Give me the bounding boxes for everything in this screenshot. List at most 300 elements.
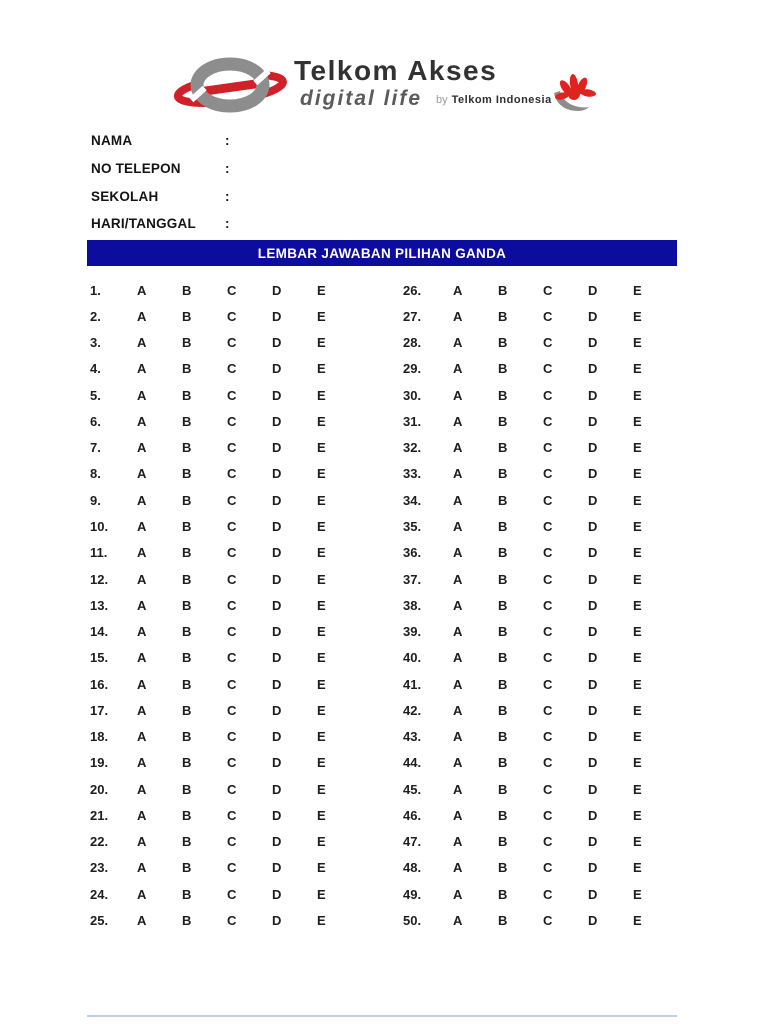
option-a: A — [453, 597, 463, 613]
option-c: C — [543, 545, 553, 561]
option-a: A — [137, 308, 147, 324]
option-e: E — [317, 624, 326, 640]
option-d: D — [272, 702, 282, 718]
option-a: A — [137, 755, 147, 771]
answer-row — [90, 645, 362, 671]
option-e: E — [633, 519, 642, 535]
option-e: E — [317, 308, 326, 324]
option-b: B — [182, 440, 192, 456]
option-e: E — [317, 755, 326, 771]
option-a: A — [453, 807, 463, 823]
option-a: A — [453, 282, 463, 298]
option-c: C — [227, 335, 237, 351]
option-a: A — [137, 702, 147, 718]
option-c: C — [227, 755, 237, 771]
option-d: D — [588, 676, 598, 692]
option-b: B — [498, 571, 508, 587]
option-d: D — [272, 807, 282, 823]
question-number: 7. — [90, 440, 101, 456]
option-c: C — [543, 308, 553, 324]
option-c: C — [227, 597, 237, 613]
option-a: A — [137, 361, 147, 377]
option-e: E — [317, 702, 326, 718]
option-b: B — [182, 361, 192, 377]
option-b: B — [182, 913, 192, 928]
answer-row — [90, 671, 362, 697]
option-e: E — [633, 834, 642, 850]
option-e: E — [633, 308, 642, 324]
option-c: C — [543, 440, 553, 456]
option-b: B — [498, 886, 508, 902]
option-b: B — [498, 624, 508, 640]
question-number: 49. — [403, 886, 422, 902]
answer-row — [403, 907, 678, 933]
option-c: C — [543, 834, 553, 850]
answer-row — [403, 671, 678, 697]
question-number: 18. — [90, 729, 109, 745]
option-c: C — [227, 650, 237, 666]
question-number: 46. — [403, 807, 422, 823]
option-b: B — [498, 913, 508, 928]
option-d: D — [272, 545, 282, 561]
question-number: 48. — [403, 860, 422, 876]
option-d: D — [272, 571, 282, 587]
tagline-text: digital life — [300, 87, 423, 110]
form-row-no-telepon — [91, 155, 240, 183]
option-b: B — [182, 702, 192, 718]
option-c: C — [227, 571, 237, 587]
form-colon: : — [225, 133, 230, 149]
answer-row — [90, 697, 362, 723]
question-number: 41. — [403, 676, 422, 692]
option-c: C — [543, 387, 553, 403]
option-d: D — [588, 624, 598, 640]
option-b: B — [182, 335, 192, 351]
option-c: C — [543, 282, 553, 298]
option-c: C — [227, 440, 237, 456]
question-number: 36. — [403, 545, 422, 561]
option-c: C — [543, 807, 553, 823]
option-d: D — [588, 913, 598, 928]
option-b: B — [182, 492, 192, 508]
option-e: E — [317, 466, 326, 482]
option-c: C — [543, 729, 553, 745]
option-d: D — [272, 308, 282, 324]
answer-row — [90, 277, 362, 303]
byline-company: Telkom Indonesia — [451, 94, 552, 106]
option-e: E — [633, 729, 642, 745]
option-b: B — [498, 282, 508, 298]
option-b: B — [498, 466, 508, 482]
option-c: C — [227, 361, 237, 377]
answer-row — [90, 566, 362, 592]
answer-row — [403, 566, 678, 592]
answer-row — [403, 540, 678, 566]
option-b: B — [182, 545, 192, 561]
question-number: 28. — [403, 335, 422, 351]
option-c: C — [543, 624, 553, 640]
option-a: A — [453, 519, 463, 535]
answer-row — [403, 303, 678, 329]
option-b: B — [498, 492, 508, 508]
option-a: A — [137, 571, 147, 587]
option-b: B — [498, 335, 508, 351]
option-e: E — [317, 834, 326, 850]
answer-row — [90, 724, 362, 750]
option-d: D — [588, 755, 598, 771]
option-e: E — [633, 387, 642, 403]
option-b: B — [182, 676, 192, 692]
option-a: A — [453, 387, 463, 403]
option-a: A — [137, 466, 147, 482]
option-b: B — [182, 886, 192, 902]
option-b: B — [498, 807, 508, 823]
option-c: C — [227, 781, 237, 797]
answer-row — [90, 750, 362, 776]
question-number: 24. — [90, 886, 109, 902]
option-c: C — [543, 650, 553, 666]
option-a: A — [453, 913, 463, 928]
option-d: D — [588, 466, 598, 482]
question-number: 40. — [403, 650, 422, 666]
answer-row — [403, 855, 678, 881]
option-e: E — [633, 886, 642, 902]
answer-row — [403, 618, 678, 644]
answer-row — [403, 487, 678, 513]
option-d: D — [272, 781, 282, 797]
option-e: E — [317, 860, 326, 876]
question-number: 34. — [403, 492, 422, 508]
option-d: D — [272, 597, 282, 613]
option-b: B — [182, 387, 192, 403]
option-d: D — [272, 913, 282, 928]
option-d: D — [272, 650, 282, 666]
option-d: D — [588, 860, 598, 876]
option-b: B — [498, 729, 508, 745]
answer-row — [90, 487, 362, 513]
question-number: 44. — [403, 755, 422, 771]
question-number: 35. — [403, 519, 422, 535]
question-number: 42. — [403, 702, 422, 718]
option-a: A — [137, 335, 147, 351]
option-c: C — [543, 676, 553, 692]
option-c: C — [227, 676, 237, 692]
answer-row — [403, 435, 678, 461]
option-d: D — [588, 781, 598, 797]
question-number: 14. — [90, 624, 109, 640]
option-b: B — [498, 755, 508, 771]
option-e: E — [633, 440, 642, 456]
option-e: E — [317, 492, 326, 508]
option-d: D — [588, 597, 598, 613]
question-number: 26. — [403, 282, 422, 298]
option-e: E — [317, 913, 326, 928]
option-a: A — [453, 781, 463, 797]
option-a: A — [137, 676, 147, 692]
answer-column-left — [90, 277, 362, 934]
option-a: A — [137, 886, 147, 902]
option-c: C — [543, 361, 553, 377]
option-b: B — [182, 807, 192, 823]
question-number: 25. — [90, 913, 109, 928]
question-number: 22. — [90, 834, 109, 850]
option-e: E — [633, 571, 642, 587]
form-label: NAMA — [91, 133, 133, 149]
sheet-title: LEMBAR JAWABAN PILIHAN GANDA — [257, 245, 507, 261]
option-a: A — [137, 729, 147, 745]
option-e: E — [317, 886, 326, 902]
byline-prefix: by — [436, 94, 448, 106]
option-e: E — [317, 282, 326, 298]
form-colon: : — [225, 161, 230, 177]
option-a: A — [137, 545, 147, 561]
option-c: C — [227, 886, 237, 902]
option-c: C — [227, 624, 237, 640]
option-d: D — [588, 492, 598, 508]
option-d: D — [588, 834, 598, 850]
option-c: C — [543, 413, 553, 429]
option-b: B — [498, 860, 508, 876]
option-a: A — [137, 650, 147, 666]
globe-ring-icon — [172, 52, 288, 120]
question-number: 47. — [403, 834, 422, 850]
option-e: E — [317, 676, 326, 692]
question-number: 6. — [90, 413, 101, 429]
option-a: A — [453, 466, 463, 482]
form-colon: : — [225, 216, 230, 232]
option-e: E — [633, 597, 642, 613]
option-c: C — [543, 335, 553, 351]
answer-row — [403, 750, 678, 776]
option-c: C — [227, 545, 237, 561]
option-d: D — [272, 519, 282, 535]
option-c: C — [543, 913, 553, 928]
option-d: D — [272, 834, 282, 850]
option-e: E — [633, 335, 642, 351]
option-d: D — [588, 361, 598, 377]
answer-row — [403, 592, 678, 618]
option-a: A — [453, 308, 463, 324]
question-number: 8. — [90, 466, 101, 482]
question-number: 5. — [90, 387, 101, 403]
option-a: A — [453, 860, 463, 876]
option-c: C — [227, 387, 237, 403]
answer-row — [403, 802, 678, 828]
answer-row — [403, 881, 678, 907]
form-label: NO TELEPON — [91, 161, 181, 177]
option-b: B — [182, 860, 192, 876]
page-bottom-rule — [87, 1015, 677, 1017]
option-b: B — [498, 361, 508, 377]
option-c: C — [227, 519, 237, 535]
option-b: B — [182, 650, 192, 666]
answer-row — [403, 697, 678, 723]
option-e: E — [633, 676, 642, 692]
option-b: B — [182, 755, 192, 771]
option-c: C — [543, 571, 553, 587]
option-a: A — [137, 913, 147, 928]
answer-row — [403, 829, 678, 855]
option-b: B — [182, 282, 192, 298]
answer-column-right — [403, 277, 678, 934]
question-number: 9. — [90, 492, 101, 508]
option-b: B — [182, 624, 192, 640]
option-e: E — [317, 545, 326, 561]
option-e: E — [317, 440, 326, 456]
option-d: D — [588, 440, 598, 456]
answer-row — [403, 382, 678, 408]
option-a: A — [137, 387, 147, 403]
option-c: C — [543, 781, 553, 797]
option-c: C — [543, 597, 553, 613]
option-a: A — [453, 886, 463, 902]
answer-row — [403, 330, 678, 356]
answer-row — [90, 540, 362, 566]
option-a: A — [137, 807, 147, 823]
question-number: 16. — [90, 676, 109, 692]
option-d: D — [272, 466, 282, 482]
option-b: B — [182, 308, 192, 324]
question-number: 4. — [90, 361, 101, 377]
option-e: E — [633, 807, 642, 823]
form-label: SEKOLAH — [91, 188, 159, 204]
answer-row — [90, 356, 362, 382]
option-c: C — [227, 729, 237, 745]
option-d: D — [588, 519, 598, 535]
option-a: A — [137, 413, 147, 429]
option-d: D — [588, 650, 598, 666]
option-c: C — [227, 702, 237, 718]
option-e: E — [633, 702, 642, 718]
option-c: C — [543, 492, 553, 508]
question-number: 1. — [90, 282, 101, 298]
option-b: B — [498, 702, 508, 718]
option-a: A — [453, 571, 463, 587]
option-a: A — [453, 361, 463, 377]
option-c: C — [543, 519, 553, 535]
option-b: B — [182, 834, 192, 850]
answer-row — [403, 776, 678, 802]
option-e: E — [633, 755, 642, 771]
answer-row — [90, 907, 362, 933]
answer-row — [403, 277, 678, 303]
option-d: D — [588, 282, 598, 298]
form-colon: : — [225, 188, 230, 204]
option-b: B — [498, 781, 508, 797]
option-e: E — [317, 519, 326, 535]
question-number: 20. — [90, 781, 109, 797]
option-e: E — [317, 571, 326, 587]
option-a: A — [453, 702, 463, 718]
option-c: C — [227, 413, 237, 429]
option-e: E — [633, 545, 642, 561]
option-a: A — [453, 729, 463, 745]
byline — [436, 94, 552, 106]
option-d: D — [272, 440, 282, 456]
option-d: D — [272, 335, 282, 351]
sheet-title-banner — [87, 240, 677, 266]
question-number: 17. — [90, 702, 109, 718]
option-e: E — [317, 361, 326, 377]
option-e: E — [317, 729, 326, 745]
answer-row — [90, 303, 362, 329]
answer-row — [90, 513, 362, 539]
question-number: 29. — [403, 361, 422, 377]
option-d: D — [272, 755, 282, 771]
option-e: E — [633, 781, 642, 797]
answer-row — [403, 645, 678, 671]
option-e: E — [633, 650, 642, 666]
option-c: C — [227, 492, 237, 508]
option-d: D — [272, 413, 282, 429]
option-a: A — [137, 519, 147, 535]
question-number: 33. — [403, 466, 422, 482]
option-e: E — [633, 361, 642, 377]
option-e: E — [633, 624, 642, 640]
option-e: E — [317, 807, 326, 823]
option-b: B — [498, 650, 508, 666]
option-a: A — [137, 282, 147, 298]
option-a: A — [137, 597, 147, 613]
option-b: B — [498, 676, 508, 692]
option-a: A — [453, 413, 463, 429]
answer-row — [90, 855, 362, 881]
option-a: A — [453, 650, 463, 666]
option-b: B — [182, 781, 192, 797]
option-a: A — [137, 860, 147, 876]
option-d: D — [272, 860, 282, 876]
option-c: C — [227, 860, 237, 876]
option-a: A — [137, 834, 147, 850]
option-c: C — [543, 702, 553, 718]
question-number: 32. — [403, 440, 422, 456]
option-d: D — [272, 624, 282, 640]
option-a: A — [453, 834, 463, 850]
option-e: E — [317, 413, 326, 429]
option-e: E — [633, 466, 642, 482]
option-c: C — [543, 860, 553, 876]
option-b: B — [498, 440, 508, 456]
question-number: 3. — [90, 335, 101, 351]
option-d: D — [272, 282, 282, 298]
option-a: A — [137, 440, 147, 456]
option-d: D — [588, 387, 598, 403]
answer-row — [403, 513, 678, 539]
question-number: 13. — [90, 597, 109, 613]
option-b: B — [498, 308, 508, 324]
question-number: 27. — [403, 308, 422, 324]
answer-row — [403, 724, 678, 750]
option-d: D — [272, 492, 282, 508]
question-number: 2. — [90, 308, 101, 324]
answer-row — [90, 330, 362, 356]
answer-row — [90, 881, 362, 907]
option-c: C — [543, 466, 553, 482]
answer-row — [403, 461, 678, 487]
option-b: B — [498, 545, 508, 561]
option-c: C — [227, 466, 237, 482]
option-d: D — [588, 413, 598, 429]
option-e: E — [317, 597, 326, 613]
option-a: A — [453, 545, 463, 561]
question-number: 23. — [90, 860, 109, 876]
option-a: A — [137, 624, 147, 640]
option-a: A — [453, 676, 463, 692]
option-c: C — [227, 834, 237, 850]
option-b: B — [182, 571, 192, 587]
option-d: D — [588, 807, 598, 823]
option-b: B — [498, 413, 508, 429]
